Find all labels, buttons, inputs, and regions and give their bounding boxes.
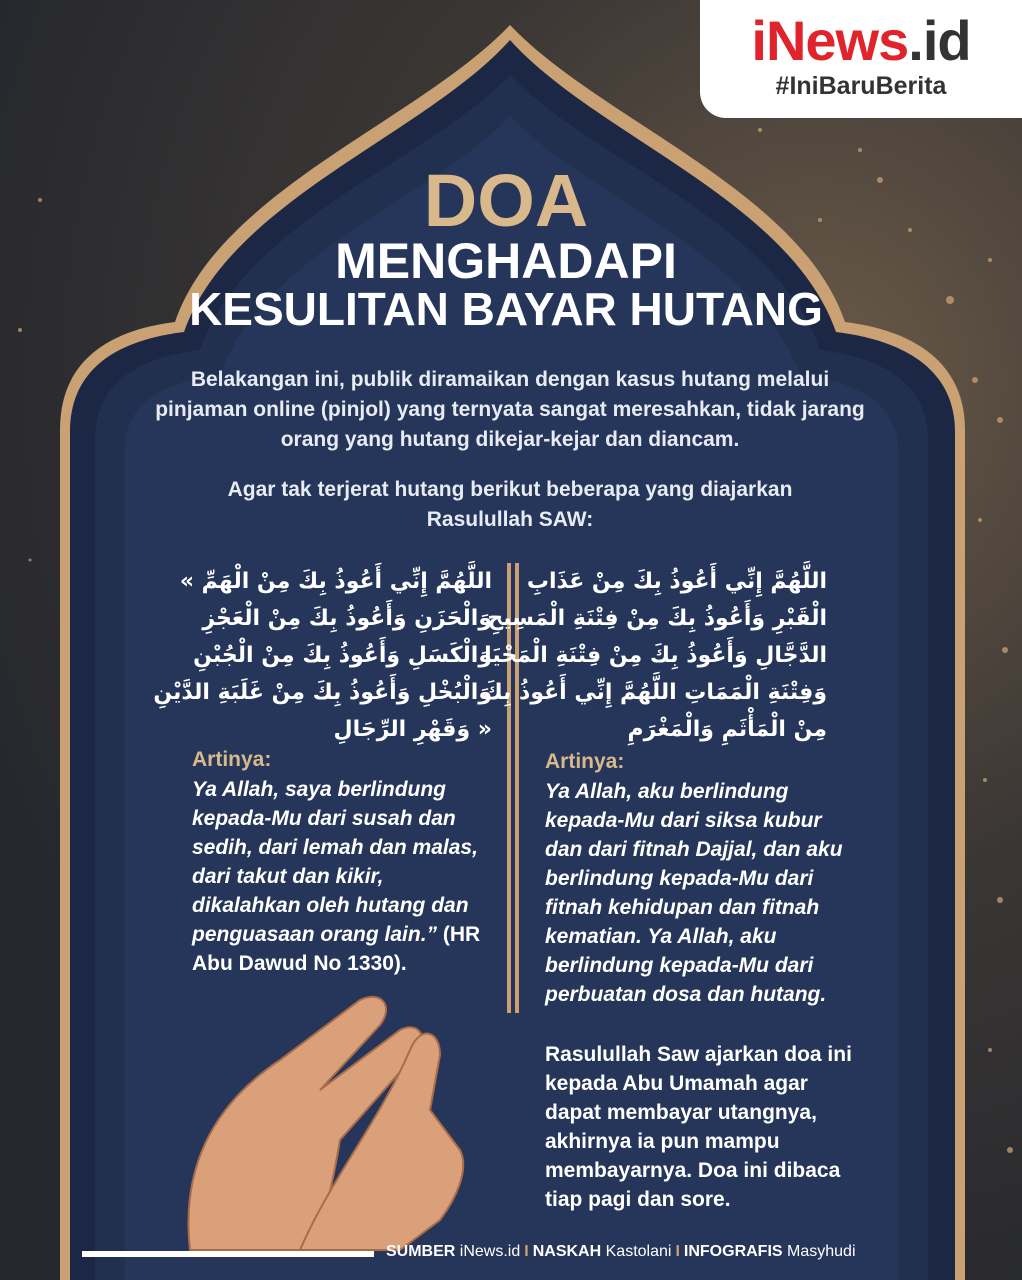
logo-domain: .id [908, 9, 971, 72]
footer-separator: I [675, 1243, 680, 1260]
right-arabic-dua [483, 563, 827, 748]
footer-sumber: iNews.id [459, 1243, 521, 1260]
footer-infografis: Masyhudi [787, 1243, 856, 1260]
footer-naskah: Kastolani [605, 1243, 672, 1260]
footer-separator: I [524, 1243, 529, 1260]
intro-lead: Agar tak terjerat hutang berikut beberapa yang diajarkan Rasulullah SAW: [227, 478, 793, 531]
intro-paragraph: Belakangan ini, publik diramaikan dengan kasus hutang melalui pinjaman online (pinjol) yang ternyata sangat meresahkan, tidak jarang orang yang hutang dikejar-kejar dan diancam. [155, 368, 865, 451]
title-line2: MENGHADAPI [335, 233, 677, 289]
arabic-line: وَالْحَزَنِ وَأَعُوذُ بِكَ مِنْ الْعَجْزِ [202, 606, 492, 631]
left-arabic-dua [153, 563, 492, 748]
arabic-line: الْقَبْرِ وَأَعُوذُ بِكَ مِنْ فِتْنَةِ الْمَسِيحِ [487, 606, 827, 631]
left-artinya-label: Artinya: [192, 748, 272, 771]
footer-naskah-label: NASKAH [532, 1243, 602, 1260]
arabic-line: مِنْ الْمَأْثَمِ وَالْمَغْرَمِ [627, 717, 827, 742]
arabic-line: وَالْبُخْلِ وَأَعُوذُ بِكَ مِنْ غَلَبَةِ الدَّيْنِ [153, 680, 492, 705]
footer-line [82, 1251, 374, 1257]
arabic-line: الدَّجَّالِ وَأَعُوذُ بِكَ مِنْ فِتْنَةِ الْمَحْيَا [484, 643, 827, 668]
right-note: Rasulullah Saw ajarkan doa ini kepada Abu Umamah agar dapat membayar utangnya, akhirnya ia pun mampu membayarnya. Doa ini dibaca tiap pagi dan sore. [545, 1043, 852, 1211]
footer-credits [386, 1243, 856, 1261]
logo-brand: iNews [751, 9, 909, 72]
arabic-line: اللَّهُمَّ إِنِّي أَعُوذُ بِكَ مِنْ عَذَابِ [526, 569, 827, 594]
title-line3: KESULITAN BAYAR HUTANG [189, 283, 823, 335]
inews-logo[interactable] [700, 0, 1022, 118]
left-source: (HR Abu Dawud No 1330). [192, 923, 481, 975]
title-doa: DOA [423, 159, 589, 242]
right-translation: Ya Allah, aku berlindung kepada-Mu dari siksa kubur dan dari fitnah Dajjal, dan aku berlindung kepada-Mu dari fitnah kehidupan dan fitnah kematian. Ya Allah, aku berlindung kepada-Mu dari perbuatan dosa dan hutang. [545, 780, 843, 1006]
right-artinya-label: Artinya: [545, 750, 625, 773]
footer-infografis-label: INFOGRAFIS [683, 1243, 783, 1260]
left-translation-text: Ya Allah, saya berlindung kepada-Mu dari susah dan sedih, dari lemah dan malas, dari takut dan kikir, dikalahkan oleh hutang dan penguasaan orang lain.” [192, 778, 478, 946]
arabic-line: وَفِتْنَةِ الْمَمَاتِ اللَّهُمَّ إِنِّي أَعُوذُ بِكَ [482, 680, 827, 705]
left-translation [192, 775, 482, 978]
logo-tagline: #IniBaruBerita [775, 72, 947, 100]
arabic-line: « وَقَهْرِ الرِّجَالِ [333, 717, 492, 742]
footer-sumber-label: SUMBER [386, 1243, 456, 1260]
arabic-line: وَالْكَسَلِ وَأَعُوذُ بِكَ مِنْ الْجُبْنِ [193, 643, 492, 668]
arabic-line: اللَّهُمَّ إِنِّي أَعُوذُ بِكَ مِنْ الْهَمِّ » [179, 569, 492, 594]
